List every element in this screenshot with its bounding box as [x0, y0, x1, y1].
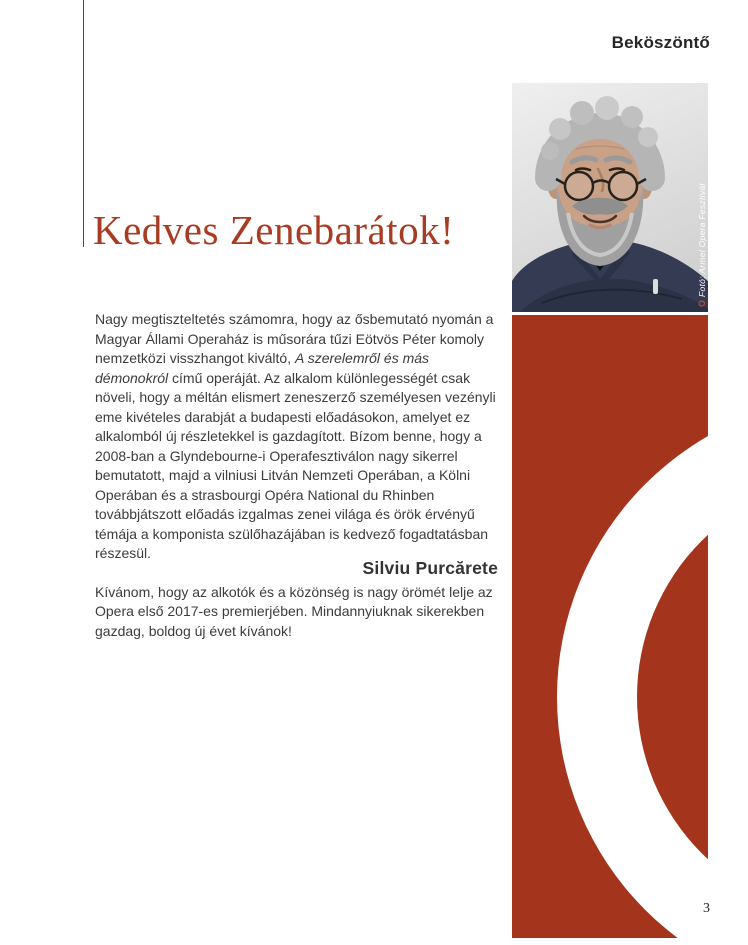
signature: Silviu Purcărete: [362, 558, 498, 578]
photo-caption: [697, 157, 707, 307]
photo-caption-text: Fotó: Armel Opera Fesztivál: [697, 183, 707, 297]
portrait-illustration: [512, 83, 708, 312]
paragraph-1-rest: című operáját. Az alkalom különlegességét csak növeli, hogy a méltán elismert zeneszerző személyesen vezényli eme kivételes darabját a budapesti előadásokon, amelyet ez alkalomból új részletekkel is gazdagított. Bízom benne, hogy a 2008-ban a Glyndebourne-i Operafesztiválon nagy sikerrel bemutatott, majd a vilniusi Litván Nemzeti Operában, a Kölni Operában és a strasbourgi Opéra National du Rhinben továbbjátszott előadás izgalmas zenei világa és örök érvényű témája a komponista szülőhazájában is kedvező fogadtatásban részesül.: [95, 369, 496, 561]
opera-logo-o-mark: O: [697, 299, 707, 307]
paragraph-2: Kívánom, hogy az alkotók és a közönség is nagy örömét lelje az Opera első 2017-es premierjében. Mindannyiuknak sikerekben gazdag, boldog új évet kívánok!: [95, 583, 493, 639]
page-title: Kedves Zenebarátok!: [93, 207, 455, 253]
ring-motif: [512, 315, 708, 938]
paragraph-1: [95, 310, 498, 564]
portrait-photo: [512, 83, 708, 312]
vertical-rule: [83, 0, 84, 247]
page-number: 3: [703, 901, 710, 916]
section-header: Beköszöntő: [611, 33, 710, 52]
red-panel: [512, 315, 708, 938]
opera-title-italic: A szerelemről és más démonokról: [95, 350, 430, 386]
article-body: [95, 310, 498, 660]
paragraph-1-lead: Nagy megtiszteltetés számomra, hogy az ősbemutató nyomán a Magyar Állami Operaház is műsorára tűzi Eötvös Péter komoly nemzetközi visszhangot kiváltó,: [95, 311, 494, 366]
